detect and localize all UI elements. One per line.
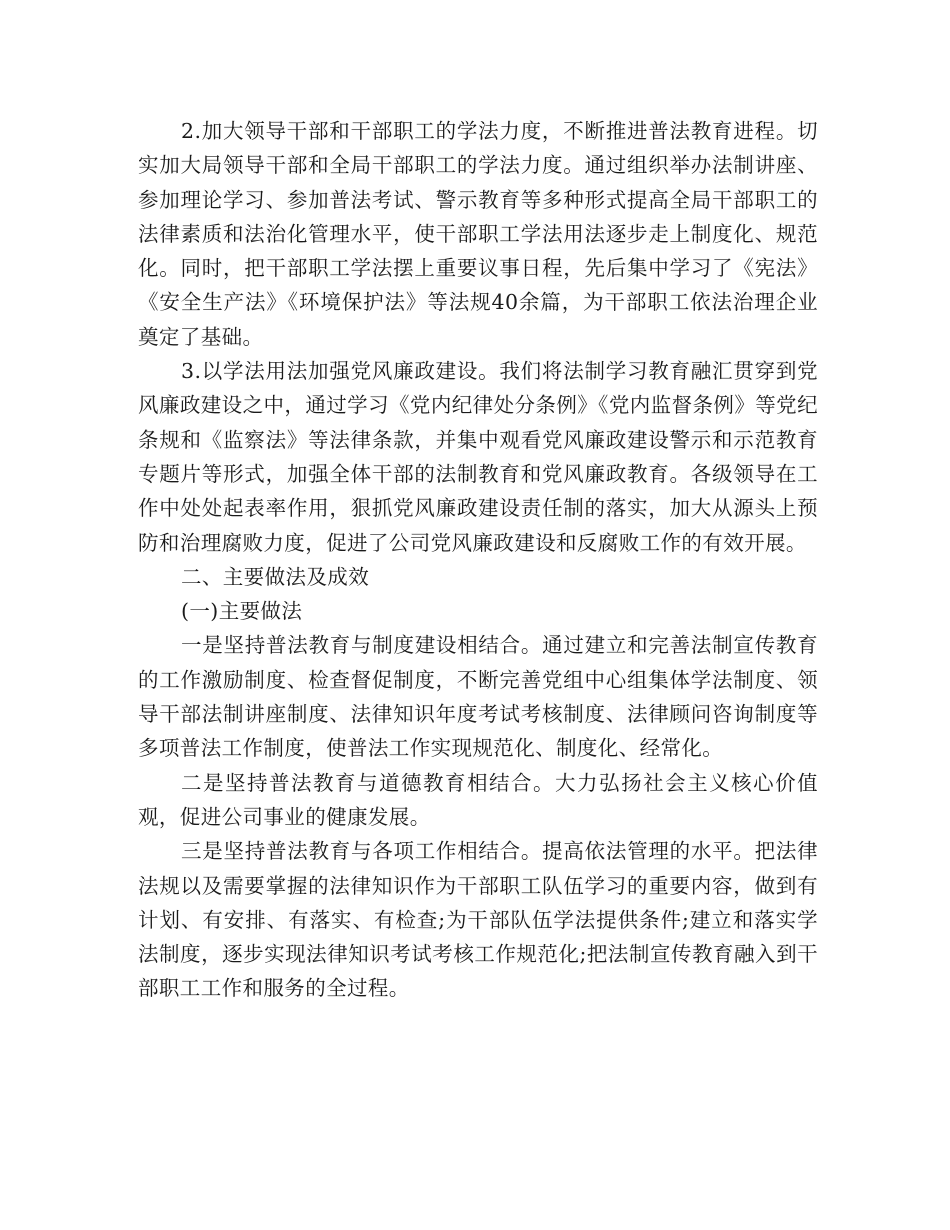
section-heading-main-practices: 二、主要做法及成效 — [181, 564, 370, 589]
paragraph-practice-three: 三是坚持普法教育与各项工作相结合。提高依法管理的水平。把法律法规以及需要掌握的法律知识作为干部职工队伍学习的重要内容，做到有计划、有安排、有落实、有检查;为干部队伍学法提供条件;建立和落实学法制度，逐步实现法律知识考试考核工作规范化;把法制宣传教育融入到干部职工工作和服务的全过程。 — [138, 839, 818, 1001]
paragraph-2-legal-study: 2.加大领导干部和干部职工的学法力度，不断推进普法教育进程。切实加大局领导干部和全局干部职工的学法力度。通过组织举办法制讲座、参加理论学习、参加普法考试、警示教育等多种形式提高全局干部职工的法律素质和法治化管理水平，使干部职工学法用法逐步走上制度化、规范化。同时，把干部职工学法摆上重要议事日程，先后集中学习了《宪法》《安全生产法》《环境保护法》等法规40余篇，为干部职工依法治理企业奠定了基础。 — [138, 119, 818, 349]
paragraph-3-party-integrity: 3.以学法用法加强党风廉政建设。我们将法制学习教育融汇贯穿到党风廉政建设之中，通过学习《党内纪律处分条例》《党内监督条例》等党纪条规和《监察法》等法律条款，并集中观看党风廉政建设警示和示范教育专题片等形式，加强全体干部的法制教育和党风廉政教育。各级领导在工作中处处起表率作用，狠抓党风廉政建设责任制的落实，加大从源头上预防和治理腐败力度，促进了公司党风廉政建设和反腐败工作的有效开展。 — [138, 359, 818, 555]
subsection-heading-main-practices: (一)主要做法 — [181, 599, 303, 624]
document-body — [138, 114, 818, 1006]
paragraph-practice-two: 二是坚持普法教育与道德教育相结合。大力弘扬社会主义核心价值观，促进公司事业的健康发展。 — [138, 770, 818, 829]
paragraph-practice-one: 一是坚持普法教育与制度建设相结合。通过建立和完善法制宣传教育的工作激励制度、检查督促制度，不断完善党组中心组集体学法制度、领导干部法制讲座制度、法律知识年度考试考核制度、法律顾问咨询制度等多项普法工作制度，使普法工作实现规范化、制度化、经常化。 — [138, 633, 818, 761]
